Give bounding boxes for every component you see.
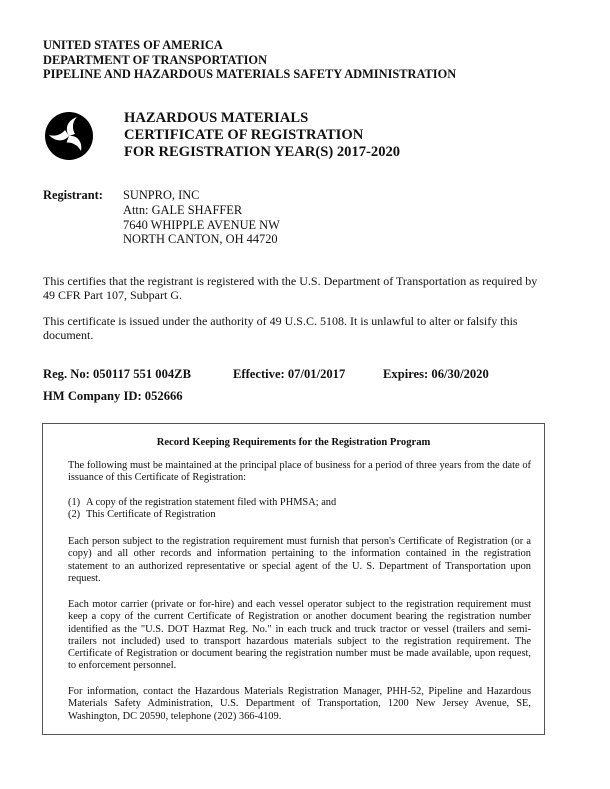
list-item — [68, 509, 531, 521]
registrant-label: Registrant: — [43, 188, 103, 202]
hm-company-id: HM Company ID: 052666 — [43, 389, 183, 403]
list-item-number: (1) — [68, 497, 81, 508]
agency-header — [43, 38, 456, 82]
list-item-text: This Certificate of Registration — [86, 509, 216, 521]
title-line-1: HAZARDOUS MATERIALS — [124, 110, 309, 126]
certificate-title — [124, 110, 400, 162]
registrant-city: NORTH CANTON, OH 44720 — [123, 232, 278, 247]
agency-line-country: UNITED STATES OF AMERICA — [43, 38, 223, 52]
record-keeping-list — [68, 497, 531, 522]
title-line-3: FOR REGISTRATION YEAR(S) 2017-2020 — [124, 144, 401, 161]
carrier-requirement: Each motor carrier (private or for-hire) and each vessel operator subject to the registration requirement must keep a copy of the current Certificate of Registration or another document bearing the registration number identified as the "U.S. DOT Hazmat Reg. No." in each truck and truck tractor or vessel (trailers and semi-trailers not included) used to transport hazardous materials subject to the registration requirement. The Certificate of Registration or document bearing the registration number must be made available, upon request, to enforcement personnel. — [68, 599, 531, 672]
record-keeping-title: Record Keeping Requirements for the Registration Program — [156, 437, 431, 448]
registrant-block — [43, 188, 280, 247]
certification-statement: This certifies that the registrant is registered with the U.S. Department of Transportation as required by 49 CFR Part 107, Subpart G. — [43, 274, 538, 302]
list-item-number: (2) — [68, 509, 81, 521]
contact-information: For information, contact the Hazardous Materials Registration Manager, PHH-52, Pipeline and Hazardous Materials Safety Administration, U.S. Department of Transportation, 1200 New Jersey Avenue, SE, Washington, DC 20590, telephone (202) 366-4109. — [68, 686, 531, 722]
registrant-company: SUNPRO, INC — [123, 188, 200, 202]
furnish-requirement: Each person subject to the registration requirement must furnish that person's Certificate of Registration (or a copy) and all other records and information pertaining to the information contained in the registration statement to an authorized representative or special agent of the U. S. Department of Transportation upon request. — [68, 536, 531, 584]
reg-number: Reg. No: 050117 551 004ZB — [43, 367, 191, 381]
dot-logo-icon — [44, 111, 94, 161]
registrant-address — [123, 188, 280, 247]
agency-line-department: DEPARTMENT OF TRANSPORTATION — [43, 52, 268, 67]
title-line-2: CERTIFICATE OF REGISTRATION — [124, 127, 364, 144]
effective-date: Effective: 07/01/2017 — [233, 367, 346, 381]
list-item — [68, 497, 531, 509]
agency-line-administration: PIPELINE AND HAZARDOUS MATERIALS SAFETY ADMINISTRATION — [43, 67, 457, 81]
authority-statement: This certificate is issued under the authority of 49 U.S.C. 5108. It is unlawful to alter or falsify this document. — [43, 314, 518, 342]
expiration-date: Expires: 06/30/2020 — [383, 367, 489, 381]
list-item-text: A copy of the registration statement filed with PHMSA; and — [86, 497, 337, 508]
registrant-attn: Attn: GALE SHAFFER — [123, 202, 243, 217]
record-keeping-intro: The following must be maintained at the principal place of business for a period of three years from the date of issuance of this Certificate of Registration: — [68, 460, 531, 484]
registrant-street: 7640 WHIPPLE AVENUE NW — [123, 217, 280, 232]
record-keeping-box — [42, 423, 545, 735]
